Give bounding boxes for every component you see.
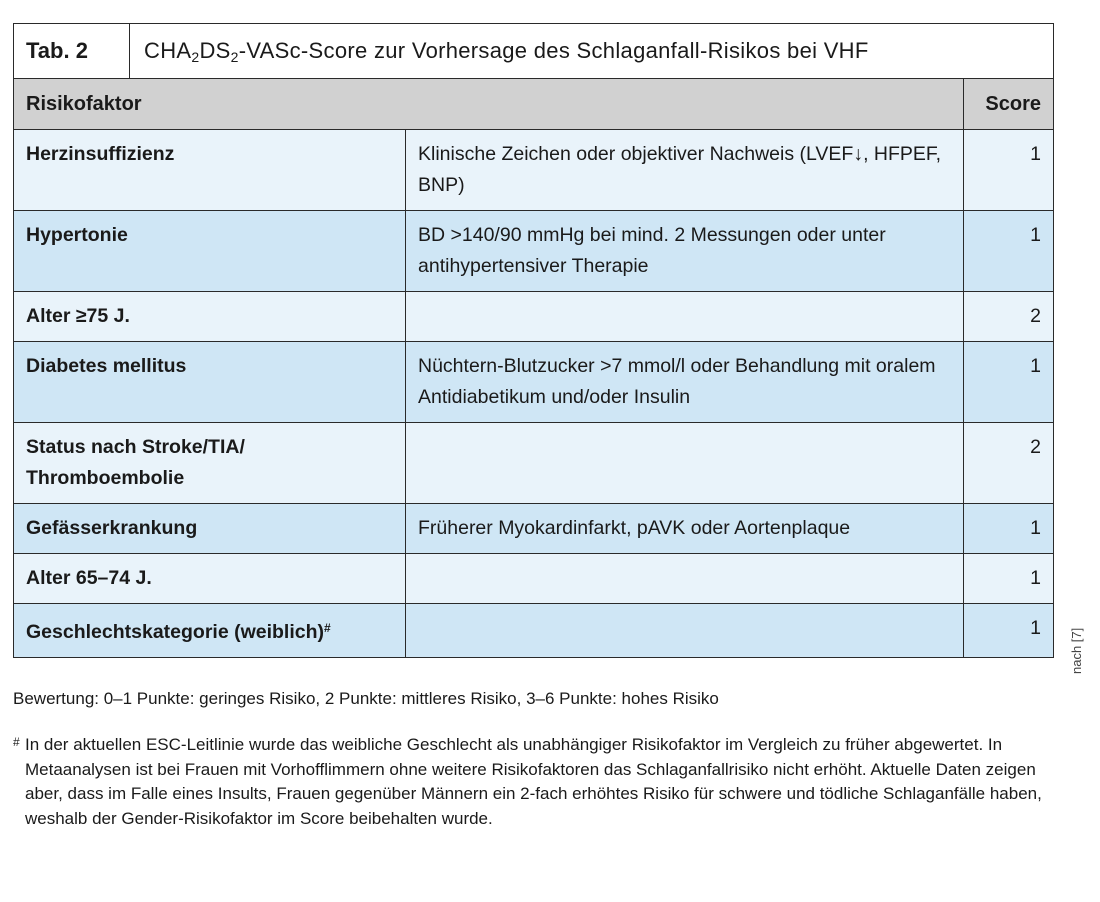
risk-score: 1 — [964, 211, 1054, 292]
table-row — [14, 211, 1054, 292]
risk-criteria: BD >140/90 mmHg bei mind. 2 Messungen oder unter antihypertensiver Therapie — [406, 211, 964, 292]
table-row — [14, 292, 1054, 342]
source-note: nach [7] — [1069, 627, 1084, 674]
table-row — [14, 504, 1054, 554]
table-header-row — [14, 79, 1054, 130]
risk-score: 1 — [964, 504, 1054, 554]
risk-criteria — [406, 423, 964, 504]
footnote — [13, 733, 1058, 831]
risk-factor: Status nach Stroke/TIA/ Thromboembolie — [14, 423, 406, 504]
table-label: Tab. 2 — [14, 24, 130, 79]
risk-score: 1 — [964, 554, 1054, 604]
risk-factor: Gefässerkrankung — [14, 504, 406, 554]
risk-factor: Herzinsuffizienz — [14, 130, 406, 211]
risk-factor: Diabetes mellitus — [14, 342, 406, 423]
table-row — [14, 130, 1054, 211]
table-row — [14, 342, 1054, 423]
table-title: $CHA_2DS_2-VASc$-Score zur Vorhersage des Schlaganfall-Risikos bei VHF — [130, 24, 1054, 79]
column-header-risk: Risikofaktor — [14, 79, 964, 130]
footnote-text: In der aktuellen ESC-Leitlinie wurde das weibliche Geschlecht als unabhängiger Risikofaktor im Vergleich zu früher abgewertet. In Metaanalysen ist bei Frauen mit Vorhofflimmern ohne weitere Risikofaktoren das Schlaganfallrisiko nicht erhöht. Aktuelle Daten zeigen aber, dass im Falle eines Insults, Frauen gegenüber Männern ein 2-fach erhöhtes Risiko für schwere und tödliche Schlaganfälle haben, weshalb der Gender-Risikofaktor im Score beibehalten wurde. — [25, 735, 1042, 828]
risk-score: 2 — [964, 292, 1054, 342]
table-row — [14, 604, 1054, 658]
risk-factor: Geschlechtskategorie (weiblich)# — [14, 604, 406, 658]
risk-criteria — [406, 554, 964, 604]
risk-criteria — [406, 604, 964, 658]
risk-criteria: Nüchtern-Blutzucker >7 mmol/l oder Behandlung mit oralem Antidiabetikum und/oder Insulin — [406, 342, 964, 423]
risk-score: 1 — [964, 604, 1054, 658]
cha2ds2-vasc-table — [13, 23, 1054, 658]
risk-table-container — [13, 23, 1053, 658]
risk-factor: Hypertonie — [14, 211, 406, 292]
footnote-mark: # — [13, 735, 20, 749]
risk-factor: Alter ≥75 J. — [14, 292, 406, 342]
table-row — [14, 423, 1054, 504]
risk-factor: Alter 65–74 J. — [14, 554, 406, 604]
risk-criteria: Klinische Zeichen oder objektiver Nachweis (LVEF↓, HFPEF, BNP) — [406, 130, 964, 211]
risk-score: 1 — [964, 342, 1054, 423]
footnote-marker: # — [324, 621, 331, 635]
risk-score: 1 — [964, 130, 1054, 211]
rating-legend: Bewertung: 0–1 Punkte: geringes Risiko, 2 Punkte: mittleres Risiko, 3–6 Punkte: hohes Risiko — [13, 689, 719, 708]
table-row — [14, 554, 1054, 604]
table-title-row — [14, 24, 1054, 79]
risk-criteria: Früherer Myokardinfarkt, pAVK oder Aortenplaque — [406, 504, 964, 554]
risk-score: 2 — [964, 423, 1054, 504]
risk-criteria — [406, 292, 964, 342]
column-header-score: Score — [964, 79, 1054, 130]
